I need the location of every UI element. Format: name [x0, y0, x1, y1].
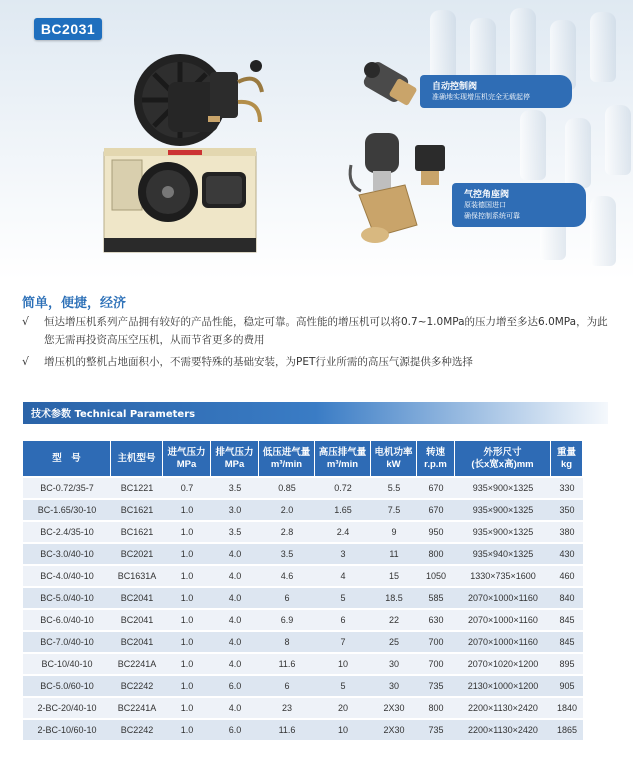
table-cell: 330 [551, 478, 583, 498]
table-cell: 2.8 [259, 522, 315, 542]
column-header [371, 441, 417, 476]
feature-text: 恒达增压机系列产品拥有较好的产品性能，稳定可靠。高性能的增压机可以将0.7~1.0MPa的压力增至多达6.0MPa，为此您无需再投资高压空压机，从而节省更多的费用 [44, 316, 608, 346]
column-header [455, 441, 551, 476]
table-row [23, 698, 583, 718]
table-cell: 9 [371, 522, 417, 542]
table-cell: 895 [551, 654, 583, 674]
table-cell: 2-BC-10/60-10 [23, 720, 111, 740]
table-cell: 2X30 [371, 720, 417, 740]
bottle-decor [590, 12, 616, 82]
table-cell: 950 [417, 522, 455, 542]
table-cell: BC-3.0/40-10 [23, 544, 111, 564]
table-cell: BC2242 [111, 720, 163, 740]
check-icon: √ [22, 315, 30, 328]
feature-item [22, 313, 612, 351]
table-cell: 1050 [417, 566, 455, 586]
table-cell: BC-2.4/35-10 [23, 522, 111, 542]
column-header [551, 441, 583, 476]
table-cell: BC2241A [111, 698, 163, 718]
table-cell: 5 [315, 676, 371, 696]
table-cell: 4.6 [259, 566, 315, 586]
table-cell: 10 [315, 654, 371, 674]
table-cell: 1.0 [163, 720, 211, 740]
table-cell: 15 [371, 566, 417, 586]
table-cell: 11.6 [259, 654, 315, 674]
table-cell: 22 [371, 610, 417, 630]
table-cell: 2070×1000×1160 [455, 588, 551, 608]
table-cell: 4.0 [211, 566, 259, 586]
column-header-unit: m³/min [326, 458, 359, 470]
table-cell: 935×900×1325 [455, 522, 551, 542]
table-cell: 1.0 [163, 654, 211, 674]
table-cell: BC2241A [111, 654, 163, 674]
table-cell: BC2021 [111, 544, 163, 564]
table-cell: BC2242 [111, 676, 163, 696]
table-cell: 3.0 [211, 500, 259, 520]
table-cell: 6.0 [211, 720, 259, 740]
bottle-decor [605, 105, 631, 175]
table-cell: BC-7.0/40-10 [23, 632, 111, 652]
table-row [23, 566, 583, 586]
table-cell: 430 [551, 544, 583, 564]
table-cell: BC-5.0/40-10 [23, 588, 111, 608]
column-header [315, 441, 371, 476]
column-header-unit: r.p.m [424, 458, 447, 470]
table-cell: 5.5 [371, 478, 417, 498]
column-header [259, 441, 315, 476]
table-cell: 2070×1020×1200 [455, 654, 551, 674]
table-cell: BC1621 [111, 500, 163, 520]
column-header-label: 低压进气量 [262, 446, 311, 458]
table-cell: 4.0 [211, 698, 259, 718]
table-cell: 735 [417, 720, 455, 740]
table-cell: 6.0 [211, 676, 259, 696]
check-icon: √ [22, 355, 30, 368]
table-cell: 5 [315, 588, 371, 608]
feature-text: 增压机的整机占地面积小，不需要特殊的基础安装，为PET行业所需的高压气源提供多种选择 [44, 356, 473, 368]
callout-title: 自动控制阀 [432, 82, 478, 92]
table-cell: 1.0 [163, 632, 211, 652]
table-cell: 700 [417, 654, 455, 674]
table-cell: BC-6.0/40-10 [23, 610, 111, 630]
table-cell: 1865 [551, 720, 583, 740]
table-cell: 735 [417, 676, 455, 696]
table-cell: BC-4.0/40-10 [23, 566, 111, 586]
table-cell: 18.5 [371, 588, 417, 608]
callout-desc: 准确地实现增压机完全无载起停 [432, 93, 530, 101]
column-header-label: 主机型号 [117, 452, 156, 464]
table-cell: 1.0 [163, 566, 211, 586]
table-row [23, 632, 583, 652]
table-cell: 1.0 [163, 676, 211, 696]
table-cell: BC2041 [111, 610, 163, 630]
table-row [23, 478, 583, 498]
angle-valve-callout [452, 183, 586, 227]
table-cell: 3.5 [211, 478, 259, 498]
column-header-label: 型 号 [52, 452, 81, 464]
table-cell: 4.0 [211, 544, 259, 564]
column-header [111, 441, 163, 476]
table-row [23, 654, 583, 674]
table-cell: 700 [417, 632, 455, 652]
table-cell: 0.85 [259, 478, 315, 498]
table-cell: 30 [371, 654, 417, 674]
table-cell: 0.7 [163, 478, 211, 498]
column-header-label: 排气压力 [215, 446, 254, 458]
table-row [23, 588, 583, 608]
column-header-unit: kg [560, 458, 573, 470]
table-cell: 30 [371, 676, 417, 696]
column-header-label: 电机功率 [374, 446, 413, 458]
table-cell: 25 [371, 632, 417, 652]
table-cell: 11.6 [259, 720, 315, 740]
table-cell: 7 [315, 632, 371, 652]
column-header-label: 进气压力 [167, 446, 206, 458]
table-cell: 460 [551, 566, 583, 586]
bottle-decor [520, 110, 546, 180]
table-cell: 2200×1130×2420 [455, 720, 551, 740]
table-cell: 2130×1000×1200 [455, 676, 551, 696]
column-header-label: 高压排气量 [318, 446, 367, 458]
table-cell: 350 [551, 500, 583, 520]
table-cell: 845 [551, 632, 583, 652]
callout-title: 气控角座阀 [464, 190, 510, 200]
table-cell: 1.0 [163, 610, 211, 630]
table-cell: 6 [315, 610, 371, 630]
table-cell: 1.0 [163, 698, 211, 718]
table-cell: 3.5 [211, 522, 259, 542]
table-cell: 4.0 [211, 632, 259, 652]
table-cell: 800 [417, 698, 455, 718]
table-cell: 2.4 [315, 522, 371, 542]
table-cell: 4 [315, 566, 371, 586]
table-cell: 905 [551, 676, 583, 696]
table-row [23, 500, 583, 520]
table-cell: 2X30 [371, 698, 417, 718]
column-header-label: 外形尺寸 [483, 446, 522, 458]
table-row [23, 610, 583, 630]
table-row [23, 522, 583, 542]
table-cell: BC-5.0/60-10 [23, 676, 111, 696]
callout-desc-line: 确保控制系统可靠 [464, 212, 520, 220]
table-cell: 11 [371, 544, 417, 564]
table-cell: 3.5 [259, 544, 315, 564]
table-cell: 1330×735×1600 [455, 566, 551, 586]
table-cell: 1.65 [315, 500, 371, 520]
table-cell: 1.0 [163, 544, 211, 564]
column-header-unit: MPa [176, 458, 197, 470]
column-header-unit: m³/min [270, 458, 303, 470]
bottle-decor [430, 10, 456, 80]
table-cell: 2200×1130×2420 [455, 698, 551, 718]
table-cell: 10 [315, 720, 371, 740]
table-cell: 6 [259, 588, 315, 608]
column-header-unit: (长x宽x高)mm [471, 458, 534, 470]
table-cell: 0.72 [315, 478, 371, 498]
table-cell: 1.0 [163, 522, 211, 542]
hero-banner [0, 0, 633, 280]
table-cell: 935×900×1325 [455, 478, 551, 498]
table-cell: BC-1.65/30-10 [23, 500, 111, 520]
table-cell: 6 [259, 676, 315, 696]
table-cell: 20 [315, 698, 371, 718]
table-row [23, 676, 583, 696]
table-cell: 585 [417, 588, 455, 608]
table-cell: BC1631A [111, 566, 163, 586]
table-cell: 380 [551, 522, 583, 542]
table-header-row [23, 441, 583, 476]
column-header-unit: MPa [224, 458, 245, 470]
table-cell: 840 [551, 588, 583, 608]
table-cell: 670 [417, 500, 455, 520]
table-row [23, 720, 583, 740]
table-cell: BC2041 [111, 588, 163, 608]
column-header [163, 441, 211, 476]
column-header-unit: kW [386, 458, 401, 470]
table-cell: BC1621 [111, 522, 163, 542]
table-cell: 800 [417, 544, 455, 564]
table-cell: 845 [551, 610, 583, 630]
table-cell: BC2041 [111, 632, 163, 652]
column-header [23, 441, 111, 476]
table-cell: 2070×1000×1160 [455, 632, 551, 652]
compressor-image [98, 52, 270, 262]
table-cell: 4.0 [211, 654, 259, 674]
params-table [23, 439, 583, 742]
features-title: 简单，便捷，经济 [22, 296, 127, 311]
bottle-decor [510, 8, 536, 78]
auto-valve-callout [420, 75, 572, 108]
table-cell: 3 [315, 544, 371, 564]
params-title-bar [23, 402, 608, 424]
table-cell: BC1221 [111, 478, 163, 498]
table-cell: 8 [259, 632, 315, 652]
table-cell: BC-0.72/35-7 [23, 478, 111, 498]
column-header-label: 重量 [556, 446, 576, 458]
table-cell: 1840 [551, 698, 583, 718]
table-cell: 1.0 [163, 588, 211, 608]
auto-valve-image [356, 52, 420, 110]
table-cell: 935×940×1325 [455, 544, 551, 564]
model-badge: BC2031 [34, 18, 102, 40]
table-cell: 2.0 [259, 500, 315, 520]
angle-valve-image [345, 125, 455, 250]
table-cell: 670 [417, 478, 455, 498]
table-cell: 6.9 [259, 610, 315, 630]
table-cell: 2070×1000×1160 [455, 610, 551, 630]
table-cell: BC-10/40-10 [23, 654, 111, 674]
column-header [211, 441, 259, 476]
table-row [23, 544, 583, 564]
table-cell: 935×900×1325 [455, 500, 551, 520]
table-cell: 23 [259, 698, 315, 718]
feature-item [22, 353, 612, 371]
callout-desc-line: 原装德国进口 [464, 201, 506, 209]
bottle-decor [590, 196, 616, 266]
table-cell: 4.0 [211, 588, 259, 608]
column-header-label: 转速 [425, 446, 445, 458]
table-cell: 2-BC-20/40-10 [23, 698, 111, 718]
table-body [23, 478, 583, 740]
table-cell: 630 [417, 610, 455, 630]
bottle-decor [565, 118, 591, 188]
column-header [417, 441, 455, 476]
table-cell: 1.0 [163, 500, 211, 520]
table-cell: 4.0 [211, 610, 259, 630]
table-cell: 7.5 [371, 500, 417, 520]
params-title: 技术参数 Technical Parameters [31, 409, 196, 420]
